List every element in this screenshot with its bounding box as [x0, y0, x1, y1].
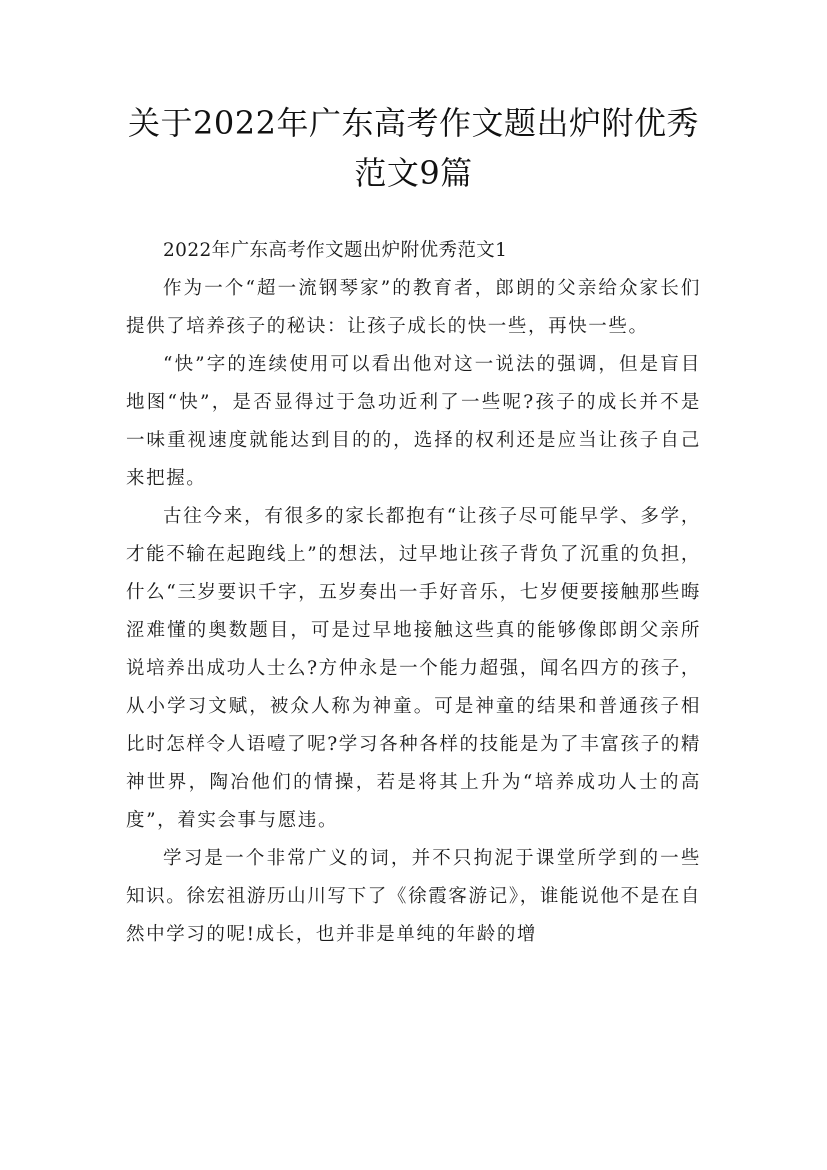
paragraph-3: 古往今来，有很多的家长都抱有“让孩子尽可能早学、多学，才能不输在起跑线上”的想法，过早地让孩子背负了沉重的负担，什么“三岁要识千字，五岁奏出一手好音乐，七岁便要接触那些晦涩难懂的奥数题目，可是过早地接触这些真的能够像郎朗父亲所说培养出成功人士么?方仲永是一个能力超强，闻名四方的孩子，从小学习文赋，被众人称为神童。可是神童的结果和普通孩子相比时怎样令人语噎了呢?学习各种各样的技能是为了丰富孩子的精神世界，陶冶他们的情操，若是将其上升为“培养成功人士的高度”，着实会事与愿违。	[126, 506, 701, 831]
section-heading: 2022年广东高考作文题出炉附优秀范文1	[163, 240, 508, 261]
document-title: 关于2022年广东高考作文题出炉附优秀范文9篇	[128, 104, 699, 192]
paragraph-1: 作为一个“超一流钢琴家”的教育者，郎朗的父亲给众家长们提供了培养孩子的秘诀：让孩子成长的快一些，再快一些。	[126, 278, 701, 337]
paragraph-4: 学习是一个非常广义的词，并不只拘泥于课堂所学到的一些知识。徐宏祖游历山川写下了《徐霞客游记》，谁能说他不是在自然中学习的呢!成长，也并非是单纯的年龄的增	[126, 848, 701, 945]
paragraph-2: “快”字的连续使用可以看出他对这一说法的强调，但是盲目地图“快”，是否显得过于急功近利了一些呢?孩子的成长并不是一味重视速度就能达到目的的，选择的权利还是应当让孩子自己来把握。	[126, 354, 701, 489]
document-body	[126, 232, 701, 954]
